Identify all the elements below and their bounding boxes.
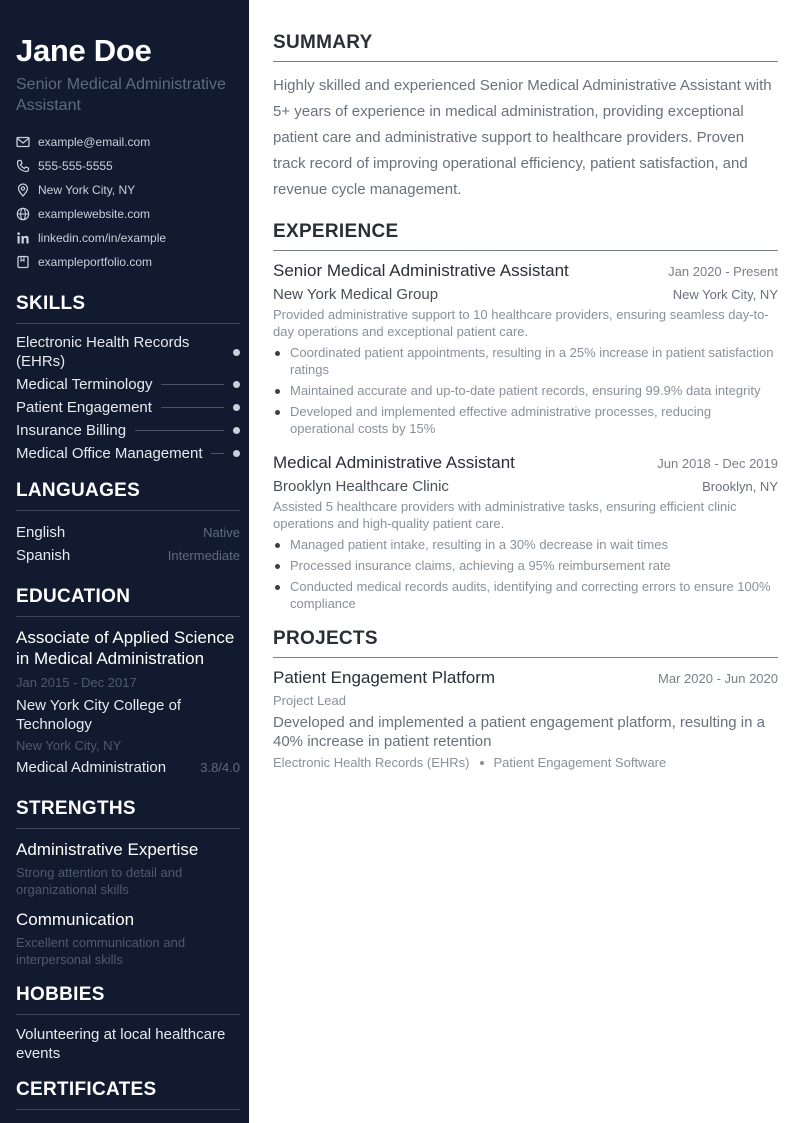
skill-connector (161, 384, 224, 385)
education-school: New York City College of Technology (16, 697, 182, 733)
experience-item (273, 452, 778, 612)
experience-heading: EXPERIENCE (273, 220, 778, 251)
job-bullet: Processed insurance claims, achieving a 95% reimbursement rate (273, 557, 778, 574)
strength-item (16, 839, 240, 898)
skill-label: Electronic Health Records (EHRs) (16, 334, 190, 370)
candidate-role: Senior Medical Administrative Assistant (16, 76, 226, 114)
job-title: Medical Administrative Assistant (273, 453, 515, 472)
language-name: English (16, 524, 66, 541)
languages-list (16, 521, 240, 567)
education-field: Medical Administration (16, 759, 167, 776)
language-level: Intermediate (167, 548, 240, 563)
skill-item (16, 444, 240, 463)
sidebar (0, 0, 249, 1123)
strength-desc: Strong attention to detail and organizational skills (16, 865, 183, 897)
strength-title: Communication (16, 910, 135, 929)
job-dates: Jun 2018 - Dec 2019 (657, 456, 778, 471)
job-bullets (273, 536, 778, 612)
candidate-name: Jane Doe (16, 33, 152, 68)
certificates-heading: CERTIFICATES (16, 1078, 240, 1110)
project-item (273, 667, 778, 771)
contact-location (16, 178, 240, 202)
skills-list (16, 333, 240, 463)
contact-email[interactable] (16, 130, 240, 154)
skill-connector (135, 430, 224, 431)
strength-title: Administrative Expertise (16, 840, 199, 859)
skill-connector (161, 407, 224, 408)
tag-separator (480, 761, 484, 765)
project-description: Developed and implemented a patient engagement platform, resulting in a 40% increase in patient retention (273, 714, 765, 750)
project-tag: Patient Engagement Software (493, 755, 667, 770)
hobbies-heading: HOBBIES (16, 983, 240, 1015)
education-heading: EDUCATION (16, 585, 240, 617)
skill-connector (217, 352, 224, 353)
job-location: Brooklyn, NY (702, 479, 778, 494)
projects-heading: PROJECTS (273, 627, 778, 658)
job-description: Assisted 5 healthcare providers with administrative tasks, ensuring efficient clinic operations and high-quality patient care. (273, 499, 737, 531)
skill-dot (233, 427, 240, 434)
contact-email-text: example@email.com (38, 135, 151, 149)
job-company: Brooklyn Healthcare Clinic (273, 478, 449, 495)
linkedin-icon (16, 231, 30, 245)
job-title: Senior Medical Administrative Assistant (273, 261, 569, 280)
education-field-row (16, 758, 240, 777)
education-location: New York City, NY (16, 738, 122, 753)
skill-dot (233, 381, 240, 388)
job-bullets (273, 344, 778, 437)
skill-item (16, 398, 240, 417)
job-bullet: Maintained accurate and up-to-date patient records, ensuring 99.9% data integrity (273, 382, 778, 399)
contact-linkedin[interactable] (16, 226, 240, 250)
summary-heading: SUMMARY (273, 31, 778, 62)
hobby-item: Volunteering at local healthcare events (16, 1026, 226, 1062)
education-degree: Associate of Applied Science in Medical Administration (16, 628, 235, 668)
skill-item (16, 333, 240, 371)
skill-dot (233, 349, 240, 356)
language-item (16, 521, 240, 544)
job-description: Provided administrative support to 10 healthcare providers, ensuring seamless day-to-day operations and exceptional patient care. (273, 307, 769, 339)
contact-website-text: examplewebsite.com (38, 207, 151, 221)
skill-label: Medical Terminology (16, 376, 153, 393)
contact-location-text: New York City, NY (38, 183, 136, 197)
contact-phone[interactable] (16, 154, 240, 178)
skill-item (16, 375, 240, 394)
main-content (273, 31, 778, 771)
skill-label: Patient Engagement (16, 399, 152, 416)
job-bullet: Developed and implemented effective administrative processes, reducing operational costs by 15% (273, 403, 778, 437)
contact-website[interactable] (16, 202, 240, 226)
language-item (16, 544, 240, 567)
job-dates: Jan 2020 - Present (668, 264, 778, 279)
project-tag: Electronic Health Records (EHRs) (273, 755, 470, 770)
globe-icon (16, 207, 30, 221)
project-role: Project Lead (273, 693, 346, 708)
language-level: Native (203, 525, 240, 540)
skills-heading: SKILLS (16, 292, 240, 324)
language-name: Spanish (16, 547, 71, 564)
portfolio-icon (16, 255, 30, 269)
contact-portfolio[interactable] (16, 250, 240, 274)
contact-list (16, 130, 240, 274)
contact-phone-text: 555-555-5555 (38, 159, 113, 173)
project-tags (273, 754, 778, 771)
languages-heading: LANGUAGES (16, 479, 240, 511)
education-dates: Jan 2015 - Dec 2017 (16, 675, 137, 690)
phone-icon (16, 159, 30, 173)
education-gpa: 3.8/4.0 (200, 760, 240, 775)
project-title: Patient Engagement Platform (273, 668, 496, 687)
contact-portfolio-text: exampleportfolio.com (38, 255, 153, 269)
skill-label: Medical Office Management (16, 445, 203, 462)
location-pin-icon (16, 183, 30, 197)
job-company: New York Medical Group (273, 286, 439, 303)
strength-item (16, 909, 240, 968)
skill-dot (233, 404, 240, 411)
experience-item (273, 260, 778, 437)
strengths-heading: STRENGTHS (16, 797, 240, 829)
job-location: New York City, NY (672, 287, 778, 302)
skill-dot (233, 450, 240, 457)
skill-connector (211, 453, 224, 454)
job-bullet: Conducted medical records audits, identifying and correcting errors to ensure 100% compliance (273, 578, 778, 612)
strength-desc: Excellent communication and interpersonal skills (16, 935, 186, 967)
mail-icon (16, 135, 30, 149)
contact-linkedin-text: linkedin.com/in/example (38, 231, 167, 245)
summary-text: Highly skilled and experienced Senior Medical Administrative Assistant with 5+ years of experience in medical administration, providing exceptional patient care and administrative support to healthcare providers. Proven track record of improving operational efficiency, patient satisfaction, and revenue cycle management. (273, 77, 772, 198)
job-bullet: Managed patient intake, resulting in a 30% decrease in wait times (273, 536, 778, 553)
skill-item (16, 421, 240, 440)
job-bullet: Coordinated patient appointments, resulting in a 25% increase in patient satisfaction ratings (273, 344, 778, 378)
project-dates: Mar 2020 - Jun 2020 (658, 671, 778, 686)
skill-label: Insurance Billing (16, 422, 127, 439)
